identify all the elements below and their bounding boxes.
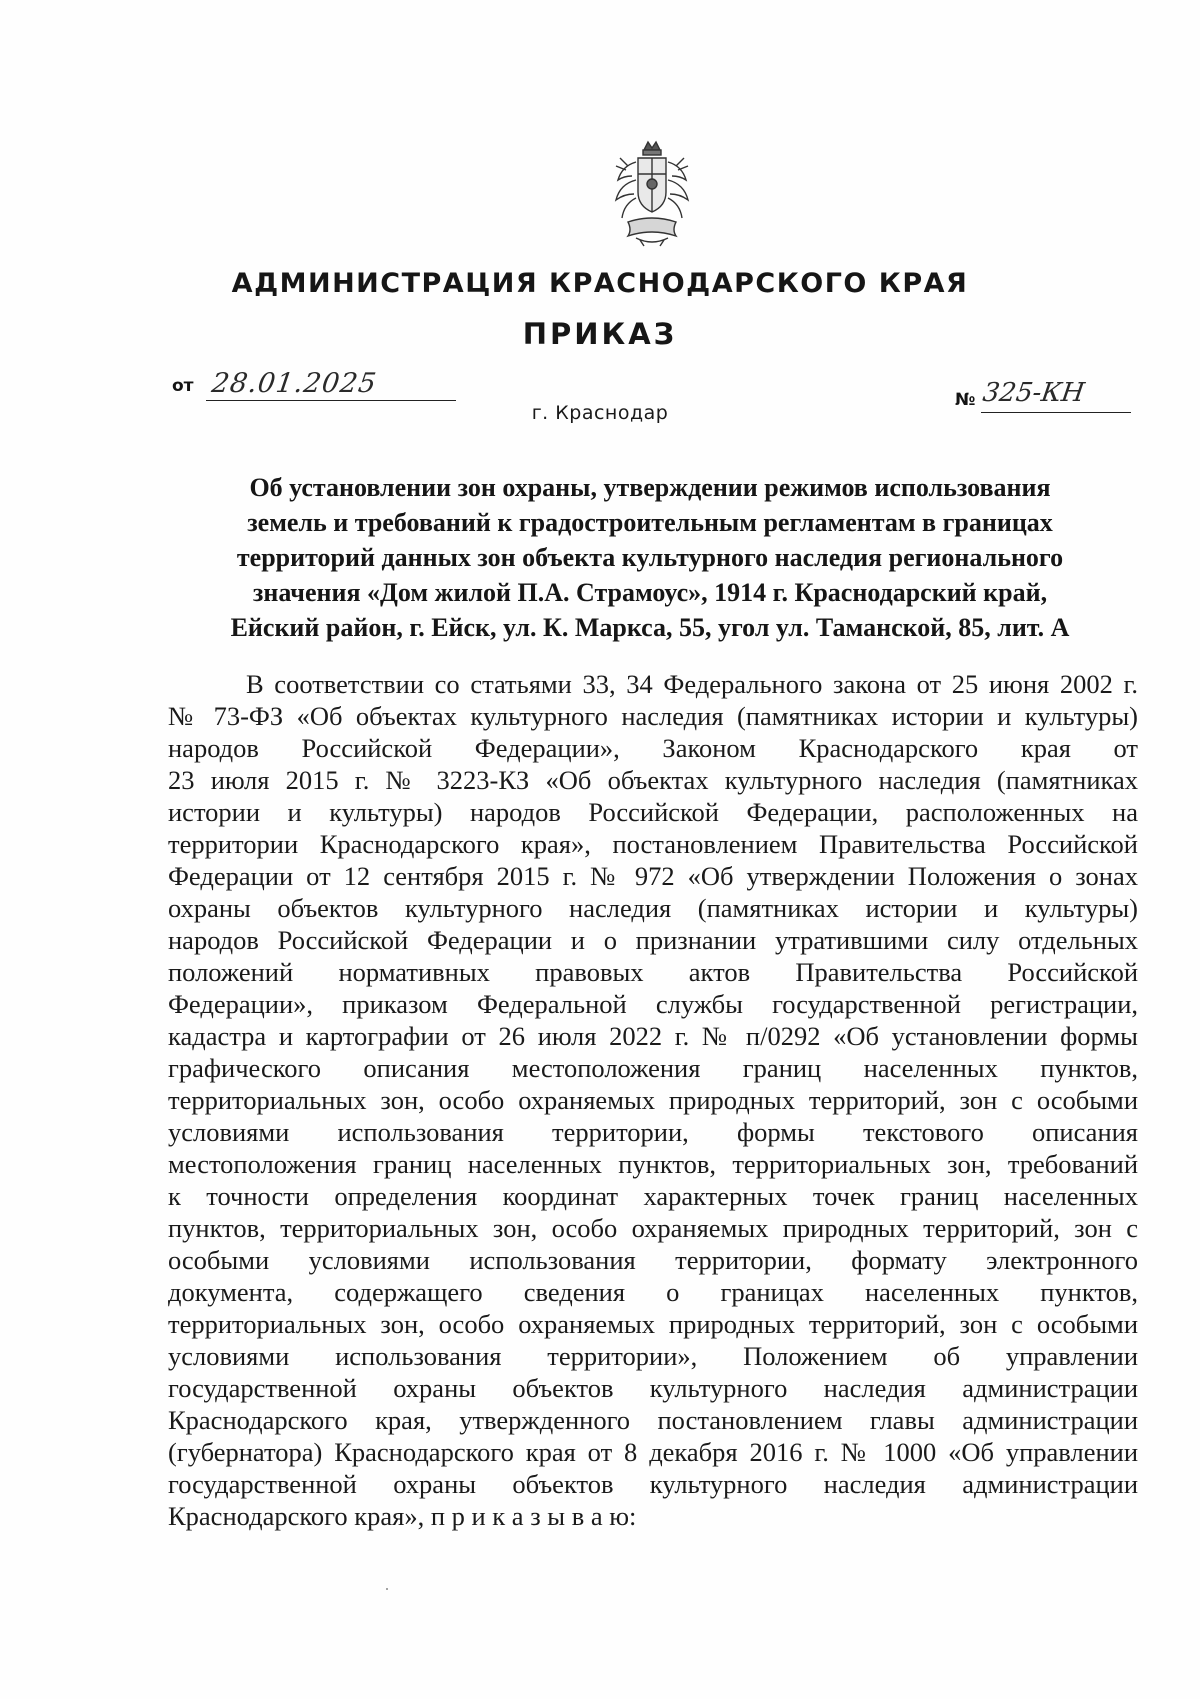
body-line: народов Российской Федерации», Законом Краснодарского края от: [168, 733, 1138, 763]
date-prefix-label: от: [172, 376, 194, 396]
body-line: особыми условиями использования территории, формату электронного: [168, 1245, 1138, 1275]
handwritten-number: 325-КН: [980, 378, 1087, 408]
body-line: местоположения границ населенных пунктов, территориальных зон, требований: [168, 1149, 1138, 1179]
body-line: кадастра и картографии от 26 июля 2022 г. № п/0292 «Об установлении формы: [168, 1021, 1138, 1051]
city-label: г. Краснодар: [531, 402, 669, 424]
body-line: (губернатора) Краснодарского края от 8 декабря 2016 г. № 1000 «Об управлении: [168, 1437, 1138, 1467]
body-line: Краснодарского края, утвержденного постановлением главы администрации: [168, 1405, 1138, 1435]
body-line: территориальных зон, особо охраняемых природных территорий, зон с особыми: [168, 1309, 1138, 1339]
title-line: территорий данных зон объекта культурного наследия регионального: [236, 543, 1064, 572]
body-line: государственной охраны объектов культурного наследия администрации: [168, 1373, 1138, 1403]
organization-heading: АДМИНИСТРАЦИЯ КРАСНОДАРСКОГО КРАЯ: [231, 268, 969, 299]
title-line: земель и требований к градостроительным регламентам в границах: [247, 508, 1053, 537]
body-line: народов Российской Федерации и о признании утратившими силу отдельных: [168, 925, 1138, 955]
date-underline: [206, 400, 456, 401]
title-line: значения «Дом жилой П.А. Страмоус», 1914 г. Краснодарский край,: [252, 578, 1048, 607]
body-line: Федерации», приказом Федеральной службы государственной регистрации,: [168, 989, 1138, 1019]
body-line: положений нормативных правовых актов Правительства Российской: [168, 957, 1138, 987]
body-line: пунктов, территориальных зон, особо охраняемых природных территорий, зон с: [168, 1213, 1138, 1243]
body-line: № 73-ФЗ «Об объектах культурного наследия (памятниках истории и культуры): [168, 701, 1138, 731]
body-line: Федерации от 12 сентября 2015 г. № 972 «Об утверждении Положения о зонах: [168, 861, 1138, 891]
body-line: условиями использования территории, формы текстового описания: [168, 1117, 1138, 1147]
title-line: Ейский район, г. Ейск, ул. К. Маркса, 55, угол ул. Таманской, 85, лит. А: [230, 613, 1070, 642]
number-prefix-label: №: [955, 390, 976, 410]
order-title: [190, 470, 1110, 645]
body-line: В соответствии со статьями 33, 34 Федерального закона от 25 июня 2002 г.: [246, 669, 1138, 699]
body-line: к точности определения координат характерных точек границ населенных: [168, 1181, 1138, 1211]
body-line: территории Краснодарского края», постановлением Правительства Российской: [168, 829, 1138, 859]
body-line: охраны объектов культурного наследия (памятниках истории и культуры): [168, 893, 1138, 923]
number-underline: [981, 412, 1131, 413]
order-number-field: [955, 378, 1135, 418]
handwritten-date: 28.01.2025: [209, 368, 379, 399]
body-line: документа, содержащего сведения о границах населенных пунктов,: [168, 1277, 1138, 1307]
body-line: условиями использования территории», Положением об управлении: [168, 1341, 1138, 1371]
krasnodar-krai-coat-of-arms-icon: [610, 140, 694, 248]
body-line: 23 июля 2015 г. № 3223-КЗ «Об объектах культурного наследия (памятниках: [168, 765, 1138, 795]
title-line: Об установлении зон охраны, утверждении режимов использования: [249, 473, 1051, 502]
document-type-heading: ПРИКАЗ: [522, 317, 678, 351]
body-line: Краснодарского края», п р и к а з ы в а ю:: [168, 1501, 637, 1531]
body-line: государственной охраны объектов культурного наследия администрации: [168, 1469, 1138, 1499]
body-line: территориальных зон, особо охраняемых природных территорий, зон с особыми: [168, 1085, 1138, 1115]
body-line: истории и культуры) народов Российской Федерации, расположенных на: [168, 797, 1138, 827]
order-body-paragraph: [168, 668, 1138, 1532]
body-line: графического описания местоположения границ населенных пунктов,: [168, 1053, 1138, 1083]
scan-speck: [386, 1588, 388, 1590]
